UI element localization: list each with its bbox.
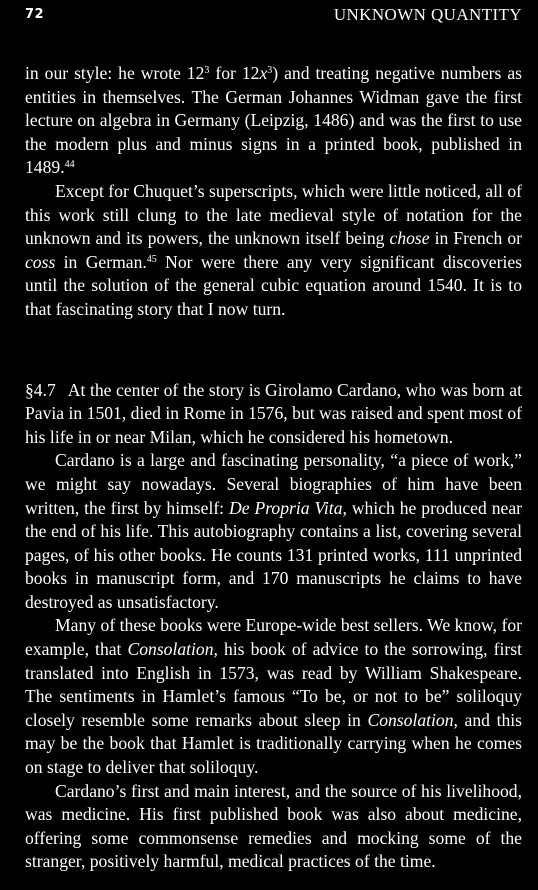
text-run: for 12 — [209, 63, 260, 83]
page-number: 72 — [25, 7, 45, 22]
text-run: Cardano’s first and main interest, and the source of his livelihood, was medicine. His first published book was also about medicine, offering some commonsense remedies and mocking some of the stranger, positively harmful, medical practices of the time. — [25, 780, 522, 872]
text-run: At the center of the story is Girolamo Cardano, who was born at Pavia in 1501, died in Rome in 1576, but was raised and spent most of his life in or near Milan, which he considered his hometown. — [25, 379, 522, 447]
running-head: UNKNOWN QUANTITY — [333, 5, 522, 24]
text-run: Cardano is a large and fascinating personality, “a piece of work,” we might say nowadays. Several biographies of him have been written, the first by himself: — [25, 450, 522, 518]
section-break — [25, 322, 522, 379]
section-number: §4.7 — [25, 379, 56, 400]
footnote-ref-44[interactable]: 44 — [64, 159, 75, 171]
text-run: ) and treating negative numbers as entities in themselves. The German Johannes Widman gave the first lecture on algebra in Germany (Leipzig, 1486) and was the first to use the modern plus and minus signs in a printed book, published in 1489. — [25, 63, 522, 178]
paragraph-6 — [25, 780, 522, 874]
superscript-exponent: 3 — [204, 65, 210, 76]
text-run: in our style: he wrote 12 — [25, 63, 205, 83]
text-run: Nor were there any very significant discoveries until the solution of the general cubic equation around 1540. It is to that fascinating story that I now turn. — [25, 251, 522, 319]
paragraph-2 — [25, 180, 522, 322]
variable-x: x — [259, 63, 268, 83]
text-run: Many of these books were Europe-wide best sellers. We know, for example, that — [25, 615, 522, 660]
italic-term-coss: coss — [25, 251, 56, 272]
superscript-exponent: 3 — [267, 65, 273, 76]
text-run: in German. — [55, 251, 147, 272]
paragraph-3 — [25, 379, 522, 450]
text-run: his book of advice to the sorrowing, first translated into English in 1573, was read by William Shakespeare. The sentiments in Hamlet’s famous “To be, or not to be” soliloquy closely resemble some remarks about sleep in — [25, 639, 522, 730]
italic-term-chose: chose — [389, 228, 430, 249]
text-run: in French or — [429, 228, 522, 249]
paragraph-4 — [25, 449, 522, 614]
paragraph-5 — [25, 614, 522, 779]
book-title-de-propria-vita: De Propria Vita, — [229, 497, 347, 518]
footnote-ref-45[interactable]: 45 — [146, 253, 157, 265]
text-run: which he produced near the end of his life. This autobiography contains a list, covering several pages, of his other books. He counts 131 printed works, 111 unprinted books in manuscript form, and 170 manuscripts he claims to have destroyed as unsatisfactory. — [25, 497, 522, 612]
body-text — [25, 62, 522, 874]
book-title-consolation: Consolation, — [367, 709, 458, 730]
book-title-consolation: Consolation, — [127, 639, 218, 660]
text-run: and this may be the book that Hamlet is traditionally carrying when he comes on stage to deliver that soliloquy. — [25, 709, 522, 778]
page-header — [25, 5, 522, 27]
text-run: Except for Chuquet’s superscripts, which were little noticed, all of this work still clung to the late medieval style of notation for the unknown and its powers, the unknown itself being — [25, 180, 522, 249]
paragraph-1 — [25, 62, 522, 180]
